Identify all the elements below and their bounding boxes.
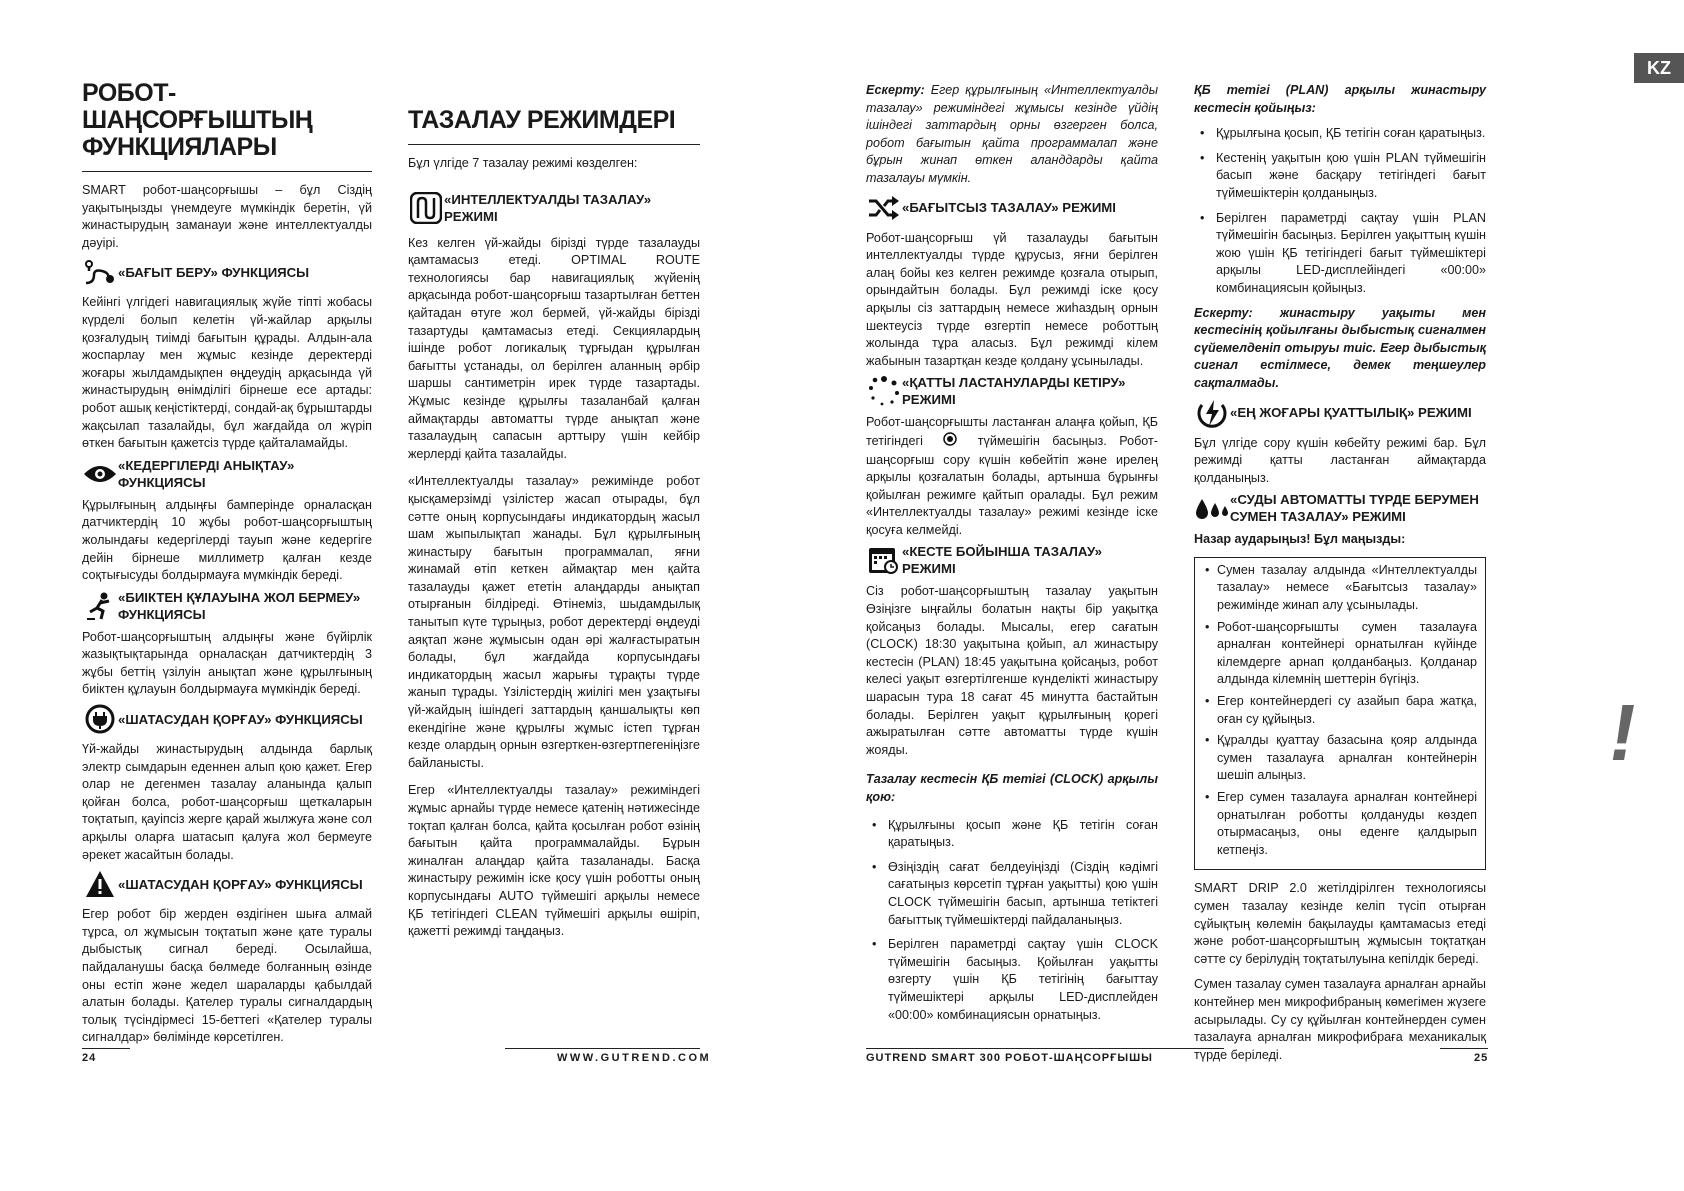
section-title: «ҚАТТЫ ЛАСТАНУЛАРДЫ КЕТІРУ» РЕЖИМІ [902, 375, 1126, 408]
section-text: Үй-жайды жинастырудың алдында барлық электр сымдарын еденнен алып қою қажет. Егер олар не дегенмен тазалау аланында қалып қойған болса, робот-шаңсорғыш щеткаларын тоқтатып, қауіпсіз жерге қарай жылжуға және сол арқылы оларға шатасып қалуға жол бермеуге әрекет жасайтын болады. [82, 742, 372, 862]
page-title-functions: РОБОТ-ШАҢСОРҒЫШТЫҢ ФУНКЦИЯЛАРЫ [82, 79, 313, 161]
section-title: «ЕҢ ЖОҒАРЫ ҚУАТТЫЛЫҚ» РЕЖИМІ [1230, 405, 1472, 420]
section-text: Кейінгі үлгідегі навигациялық жүйе тіпті жобасы күрделі болып келетін үй-жайлар арқылы қозғалудың тиімді бағытын құрады. Алдын-ала жоспарлау мен жұмыс кезінде деректерді жоғары жылдамдықпен өңдеудің арқасында үй жинастырудың өнімділігі бірнеше есе артады: робот ашық кеңістіктерді, сондай-ақ бұрыштарды жақсылап тазалайды, бұл жағдайда ол жүріп өткен бағытын қажетсіз түрде қайталамайды. [82, 295, 372, 451]
important-list [1203, 562, 1477, 860]
section-text: Егер робот бір жерден өздігінен шыға алмай тұрса, ол жұмысын тоқтатып және қате туралы дыбыстық сигнал береді. Осылайша, пайдаланушы басқа бөлмеде болғанның өзінде оны естіп және жедел шараларды қабылдай алатын болады. Қателер туралы сигналдардың толық түсіндірмесі 15-беттегі «Қателер туралы сигналдар» бөлімінде көрсетілген. [82, 907, 372, 1045]
section-title: «КЕСТЕ БОЙЫНША ТАЗАЛАУ» РЕЖИМІ [902, 544, 1102, 577]
section-heading [866, 192, 1158, 224]
section-text: Робот-шаңсорғыш үй тазалауды бағытын интеллектуалды түрде құрусыз, яғни берілген алаң бойы кез келген режимде қозғала отырып, орындайтын болады. Бұл режимді іске қосу арқылы сіз заттардың немесе жиһаздың орнын шектеусіз түрде өзгертіп немесе роботтың жолында тұра аласыз. Бұл режимді кілем жабынын тазартқан кезде қолдану ұсынылады. [866, 230, 1158, 368]
section-text: Бұл үлгіде сору күшін көбейту режимі бар. Бұл режимді қатты ластанған аймақтарда қолданыңыз. [1194, 435, 1486, 485]
section-text: Робот-шаңсорғыштың алдыңғы және бүйірлік жазықтықтарында орналасқан датчиктердің 3 жұбы беттің үзілуін анықтап және құрылғының биіктен құлауын болдырмауға мүмкіндік береді. [82, 629, 372, 697]
list-item: • Берілген параметрді сақтау үшін PLAN түймешігін басыңыз. Берілген уақыттың күшін жою үшін ҚБ тетігіндегі бағыт түймешіктері арқылы LED-дисплейіндегі «00:00» комбинациясын қойыңыз. [1194, 210, 1486, 298]
plug-icon [82, 703, 118, 735]
section-heading [82, 868, 372, 900]
section-title: «БИІКТЕН ҚҰЛАУЫНА ЖОЛ БЕРМЕУ» ФУНКЦИЯСЫ [118, 589, 361, 622]
section-heading [408, 191, 700, 225]
power-bolt-icon [1194, 397, 1230, 429]
attention-label: Назар аударыңыз! Бұл маңызды: [1194, 532, 1406, 547]
footer-rule [1440, 1048, 1488, 1049]
footer-brand: GUTREND SMART 300 РОБОТ-ШАҢСОРҒЫШЫ [866, 1052, 1153, 1064]
language-tab: KZ [1634, 53, 1684, 83]
warning-icon [82, 868, 118, 900]
route-icon [82, 256, 118, 288]
spot-text-part: түймешігін басыңыз. Робот-шаңсорғыш сору күшін көбейтіп және ирелең арқылы қозғалатын болады, артынша бұрынғы қойылған режимге қайтып оралады. Бұл режим «Интеллектуалды тазалау» режимі кезінде іске қосуға келмейді. [866, 434, 1158, 537]
section-title: «ИНТЕЛЛЕКТУАЛДЫ ТАЗАЛАУ» РЕЖИМІ [444, 191, 652, 224]
water-drops-icon [1194, 492, 1230, 524]
footer-rule [505, 1048, 700, 1049]
page-title-modes: ТАЗАЛАУ РЕЖИМДЕРІ [408, 106, 676, 134]
paragraph: Сумен тазалау сумен тазалауға арналған арнайы контейнер мен микрофибраның көмегімен жүзеге асырылады. Су су құйылған контейнерден сумен тазалауға арналған микрофибраға механикалық түрде беріледі. [1194, 977, 1486, 1062]
falling-person-icon [82, 590, 118, 622]
plan-steps [1194, 125, 1486, 297]
eye-icon [82, 458, 118, 490]
section-title: «БАҒЫТСЫЗ ТАЗАЛАУ» РЕЖИМІ [902, 200, 1116, 216]
footer-rule [866, 1048, 1224, 1049]
plan-heading: ҚБ тетігі (PLAN) арқылы жинастыру кестесін қойыңыз: [1194, 83, 1486, 115]
footer-rule [82, 1048, 130, 1049]
paragraph: Егер «Интеллектуалды тазалау» режиміндегі жұмыс арнайы түрде немесе қатенің нәтижесінде тоқтап қалған болса, қайта қосылған робот өзінің бағытын қайта программалайды. Бұрын жиналған алаңдар қайта тазаланады. Басқа жинастыру режимін іске қосу үшін роботты оның корпусындағы AUTO түймешігі арқылы немесе ҚБ тетігіндегі CLEAN түймешігі арқылы өшіріп, қажетті режимді таңдаңыз. [408, 783, 700, 939]
clock-steps [866, 817, 1158, 1025]
section-heading [1194, 491, 1486, 525]
left-column-2 [408, 80, 700, 945]
section-heading [82, 703, 372, 735]
note [866, 82, 1158, 188]
list-item: • Сумен тазалау алдында «Интеллектуалды тазалау» немесе «Бағытсыз тазалау» режимінде жинап алу ұсынылады. [1203, 562, 1477, 615]
list-item: • Құралды қуаттау базасына қояр алдында сумен тазалауға арналған контейнерін шешіп алыңыз. [1203, 732, 1477, 785]
right-column-2 [1194, 82, 1489, 1068]
list-item: • Өзіңіздің сағат белдеуіңізді (Сіздің кәдімгі сағатыңыз көрсетіп тұрған уақытты) қою үшін CLOCK түймешігін басып, артынша тетіктегі бағыттық түймешіктерді пайдаланыңыз. [866, 859, 1158, 929]
list-item: • Берілген параметрді сақтау үшін CLOCK түймешігін басыңыз. Қойылған уақытты өзгерту үшін ҚБ тетігінің бағыттау түймешіктері арқылы LED-дисплейден «00:00» комбинациясын орнатыңыз. [866, 936, 1158, 1024]
clock-heading: Тазалау кестесін ҚБ тетігі (CLOCK) арқылы қою: [866, 772, 1158, 804]
note-2: Ескерту: жинастыру уақыты мен кестесінің қойылғаны дыбыстық сигналмен сүйемелденіп отыруы тиіс. Егер дыбыстық сигнал естілмесе, демек теңшеулер сақталмады. [1194, 305, 1486, 390]
paragraph: Кез келген үй-жайды бірізді түрде тазалауды қамтамасыз етеді. OPTIMAL ROUTE технологиясы бар навигациялық жүйенің арқасында робот-шаңсорғыш тазартылған беттен қайтадан өтуге жол бермей, үй-жайды бірізді тазартуды қамтамасыз етеді. Секциялардың ішінде робот логикалық тұрғыдан құрылған бағытты ұстанады, ол берілген аланның әрбір шаршы сантиметрін ирек түрде тазартады. Жұмыс кезінде құрылғы тазаланбай қалған аймақтарды автоматты түрде анықтап және тазалаудың сапасын арттыру үшін кейбір жерлерді қайта тазалайды. [408, 235, 700, 461]
zigzag-route-icon [408, 192, 444, 224]
note-text: Егер құрылғының «Интеллектуалды тазалау» режиміндегі жұмысы кезінде үйдің ішіндегі заттардың орны өзгерген болса, робот бағытын қайта программалап және бұрын жинап өткен аланддарды қайта тазалауы мүмкін. [866, 83, 1158, 185]
list-item: • Егер контейнердегі су азайып бара жатқа, оған су құйыңыз. [1203, 693, 1477, 728]
spot-text-part: Робот-шаңсорғышты ластанған алаңға қойып, ҚБ тетігіндегі [866, 415, 1158, 449]
section-text: Құрылғының алдыңғы бамперінде орналасқан датчиктердің 10 жұбы робот-шаңсорғыштың жолындағы кедергілерді тауып және кедергіге дейін бірнеше миллиметр қалған кезде соқтығысуды болдырмауға мүмкіндік береді. [82, 497, 372, 583]
modes-intro: Бұл үлгіде 7 тазалау режимі көзделген: [408, 156, 638, 170]
section-title: «БАҒЫТ БЕРУ» ФУНКЦИЯСЫ [118, 264, 310, 280]
section-heading [866, 543, 1158, 577]
section-title: «ШАТАСУДАН ҚОРҒАУ» ФУНКЦИЯСЫ [118, 711, 363, 727]
list-item: • Кестенің уақытын қою үшін PLAN түймешігін басып және басқару тетігіндегі бағыт түймешіктерін қолданыңыз. [1194, 150, 1486, 203]
shuffle-icon [866, 192, 902, 224]
section-title: «СУДЫ АВТОМАТТЫ ТҮРДЕ БЕРУМЕН СУМЕН ТАЗАЛАУ» РЕЖИМІ [1230, 492, 1479, 525]
calendar-clock-icon [866, 544, 902, 576]
footer-url: WWW.GUTREND.COM [557, 1052, 712, 1064]
important-box [1194, 557, 1486, 871]
note-label: Ескерту: [866, 83, 925, 97]
list-item: • Құрылғына қосып, ҚБ тетігін соған қаратыңыз. [1194, 125, 1486, 143]
intro-text: SMART робот-шаңсорғышы – бұл Сіздің уақытыңызды үнемдеуге мүмкіндік беретін, үй жинастырудың заманауи және интеллектуалды дәуірі. [82, 183, 372, 250]
list-item: • Робот-шаңсорғышты сумен тазалауға арналған контейнері орнатылған күйінде кілемдерге арнап қолданбаңыз. Қолданар алдында кілемнің шеттерін бүгіңіз. [1203, 619, 1477, 689]
page-number-left: 24 [82, 1052, 97, 1064]
exclamation-mark-icon: ! [1602, 688, 1645, 777]
section-heading [82, 457, 372, 491]
section-heading [1194, 397, 1486, 429]
section-heading [866, 374, 1158, 408]
paragraph: «Интеллектуалды тазалау» режимінде робот қысқамерзімді үзілістер жасап отырады, бұл сәтте оның корпусындағы индикатордың жасыл шам жыпылықтап жанады. Бұл құрылғының жинастыру бағытын программалап, яғни жинамай өтіп кеткен аймақтар мен қайта тазалауды қажет ететін алаңдарды анықтап отырғанын білдіреді. Өтінеміз, шыдамдылық танытып күте тұрыңыз, робот деректерді өңдеуді аяқтап және жұмысын одан әрі жалғастыратын болады, бұл жағдайда корпусындағы индикатордың жасыл жарығы тұрақты түрде жанып тұрады. Үзілістердің жиілігі мен ұзақтығы үй-жайдың ішіндегі заттардың қаншалықты көп екендігіне және құрылғы жұмыс істеп тұрған кезде олардың орнын өзгерткен-өзгертпегеніңізге байланысты. [408, 474, 700, 770]
spot-dots-icon [866, 375, 902, 407]
right-column-1 [866, 82, 1158, 1031]
section-text: Сіз робот-шаңсорғыштың тазалау уақытын Өзіңізге ыңғайлы болатын нақты бір уақытқа қойсаңыз болады. Мысалы, егер сағатын (CLOCK) 18:30 уақытына қойып, ал жинастыру кестесін (PLAN) 18:45 уақытына қойсаңыз, робот келесі уақыт өзгертілгенше күнделікті жинастыру шарасын тура 18 сағат 45 минутта бастайтын болады. Берілген уақыт құрылғының қорегі ажыратылған сәтте автоматты түрде күшін жояды. [866, 584, 1158, 757]
section-heading [82, 256, 372, 288]
left-column-1 [82, 80, 372, 1051]
list-item: • Егер сумен тазалауға арналған контейнері орнатылған роботты қолдануды көздеп отырмасаңыз, оны еденге қалдырып кетпеңіз. [1203, 789, 1477, 859]
spot-button-icon [943, 432, 957, 452]
section-text [866, 414, 1158, 539]
section-title: «ШАТАСУДАН ҚОРҒАУ» ФУНКЦИЯСЫ [118, 876, 363, 892]
list-item: • Құрылғыны қосып және ҚБ тетігін соған қаратыңыз. [866, 817, 1158, 852]
section-title: «КЕДЕРГІЛЕРДІ АНЫҚТАУ» ФУНКЦИЯСЫ [118, 457, 295, 490]
section-heading [82, 589, 372, 623]
paragraph: SMART DRIP 2.0 жетілдірілген технологиясы сумен тазалау кезінде келіп түсіп отырған сұйықтың көлемін бақылауды қамтамасыз етеді және робот-шаңсорғыштың жұмысын тоқтатқан сәтте су берілудің тоқтатылуына кепілдік береді. [1194, 881, 1486, 966]
page-number-right: 25 [1474, 1052, 1489, 1064]
